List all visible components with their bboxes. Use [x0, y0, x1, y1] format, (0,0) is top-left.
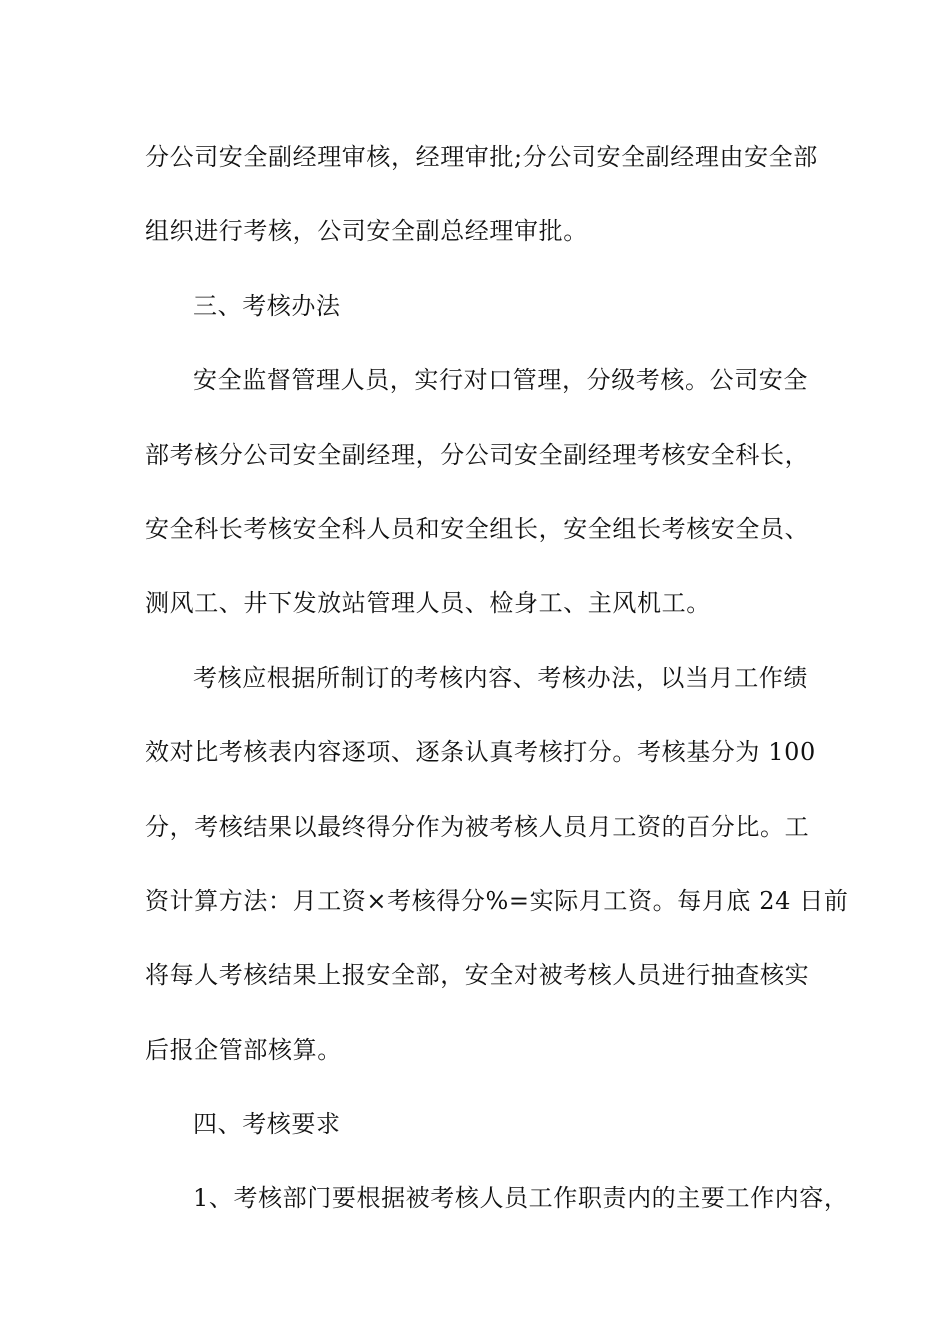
- section-heading: 三、考核办法: [193, 291, 341, 320]
- paragraph-line: 部考核分公司安全副经理，分公司安全副经理考核安全科长，: [145, 440, 810, 469]
- section-heading: 四、考核要求: [193, 1110, 341, 1139]
- document-body: [145, 120, 849, 1236]
- paragraph-line: 效对比考核表内容逐项、逐条认真考核打分。考核基分为 100: [145, 738, 816, 767]
- paragraph-line: 分，考核结果以最终得分作为被考核人员月工资的百分比。工: [145, 812, 810, 841]
- paragraph-line: 安全科长考核安全科人员和安全组长，安全组长考核安全员、: [145, 514, 810, 543]
- paragraph-line: 考核应根据所制订的考核内容、考核办法，以当月工作绩: [193, 663, 808, 692]
- paragraph-line: 安全监督管理人员，实行对口管理，分级考核。公司安全: [193, 366, 808, 395]
- paragraph-line: 将每人考核结果上报安全部，安全对被考核人员进行抽查核实: [145, 961, 810, 990]
- paragraph-line: 后报企管部核算。: [145, 1035, 342, 1064]
- paragraph-line: 测风工、井下发放站管理人员、检身工、主风机工。: [145, 589, 711, 618]
- paragraph-line: 1、考核部门要根据被考核人员工作职责内的主要工作内容，: [193, 1184, 849, 1213]
- paragraph-line: 资计算方法：月工资×考核得分%=实际月工资。每月底 24 日前: [145, 886, 849, 915]
- paragraph-line: 分公司安全副经理审核，经理审批;分公司安全副经理由安全部: [145, 143, 818, 171]
- paragraph-line: 组织进行考核，公司安全副总经理审批。: [145, 217, 588, 246]
